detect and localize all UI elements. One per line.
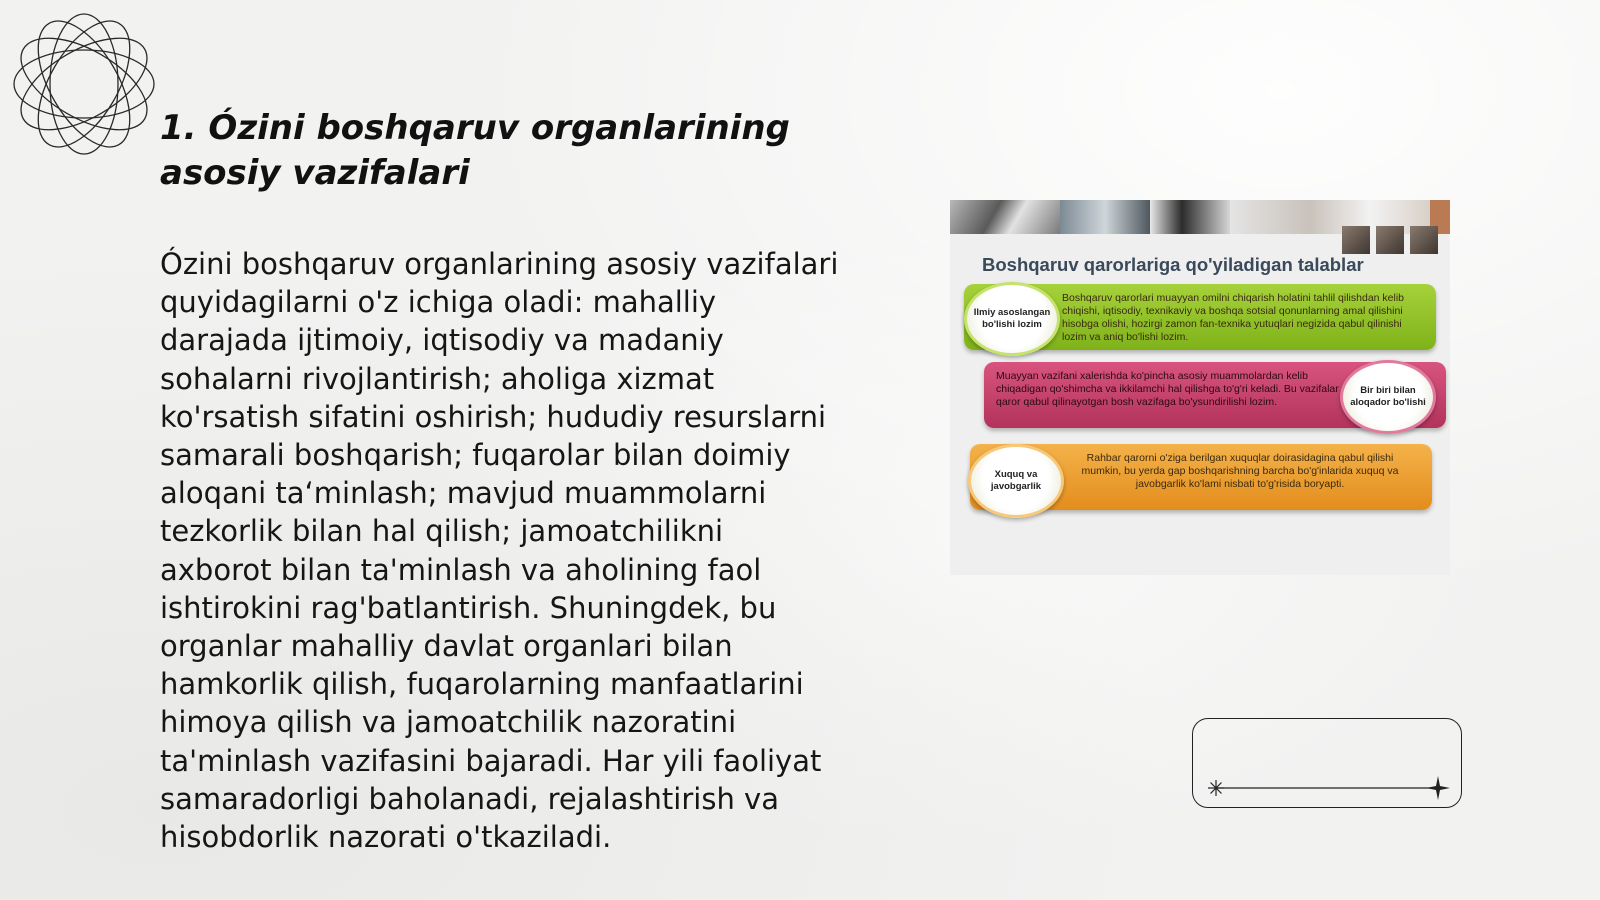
requirement-label-2: Bir biri bilan aloqador bo'lishi	[1340, 360, 1436, 434]
photo-thumbnails	[1336, 226, 1438, 256]
sparkle-icon	[1208, 780, 1224, 796]
decorative-line	[1192, 718, 1462, 808]
requirement-label-3: Xuquq va javobgarlik	[968, 444, 1064, 518]
diagram-image	[950, 200, 1450, 575]
decorative-frame	[1192, 718, 1462, 808]
four-point-star-icon	[1426, 776, 1450, 800]
requirement-label-1: Ilmiy asoslangan bo'lishi lozim	[964, 282, 1060, 356]
requirement-text-3: Rahbar qarorni o'ziga berilgan xuquqlar doirasidagina qabul qilishi mumkin, bu yerda gap boshqarishning barcha bo'g'inlarida xuquq va javobgarlik ko'lami nisbati to'g'risida boryapti.	[1081, 452, 1399, 490]
slide-body-text: Ózini boshqaruv organlarining asosiy vazifalari quyidagilarni o'z ichiga oladi: mahalliy darajada ijtimoiy, iqtisodiy va madaniy sohalarni rivojlantirish; aholiga xizmat ko'rsatish sifatini oshirish; hududiy resurslarni samarali boshqarish; fuqarolar bilan doimiy aloqani taʻminlash; mavjud muammolarni tezkorlik bilan hal qilish; jamoatchilikni axborot bilan ta'minlash va aholining faol ishtirokini rag'batlantirish. Shuningdek, bu organlar mahalliy davlat organlari bilan hamkorlik qilish, fuqarolarning manfaatlarini himoya qilish va jamoatchilik nazoratini ta'minlash vazifasini bajaradi. Har yili faoliyat samaradorligi baholanadi, rejalashtirish va hisobdorlik nazorati o'tkaziladi.	[160, 247, 839, 855]
slide-title: 1. Ózini boshqaruv organlarining asosiy vazifalari	[160, 108, 790, 193]
orbit-logo-icon	[10, 10, 158, 158]
requirement-text-2: Muayyan vazifani xalerishda ko'pincha asosiy muammolardan kelib chiqadigan qo'shimcha va ikkilamchi hal qilishga to'g'ri keladi. Bu vazifalar qaror qabul qilinayotgan bosh vazifaga bo'ysundirilishi lozim.	[996, 370, 1339, 408]
requirement-text-1: Boshqaruv qarorlari muayyan omilni chiqarish holatini tahlil qilishdan kelib chiqishi, iqtisodiy, texnikaviy va boshqa sotsial qonunlarning amal qilishini hisobga olishi, hozirgi zamon fan-texnika yutuqlari negizida qabul qilinishi lozim va aniq bo'lishi lozim.	[1062, 292, 1405, 343]
diagram-title: Boshqaruv qarorlariga qo'yiladigan talablar	[982, 254, 1364, 275]
